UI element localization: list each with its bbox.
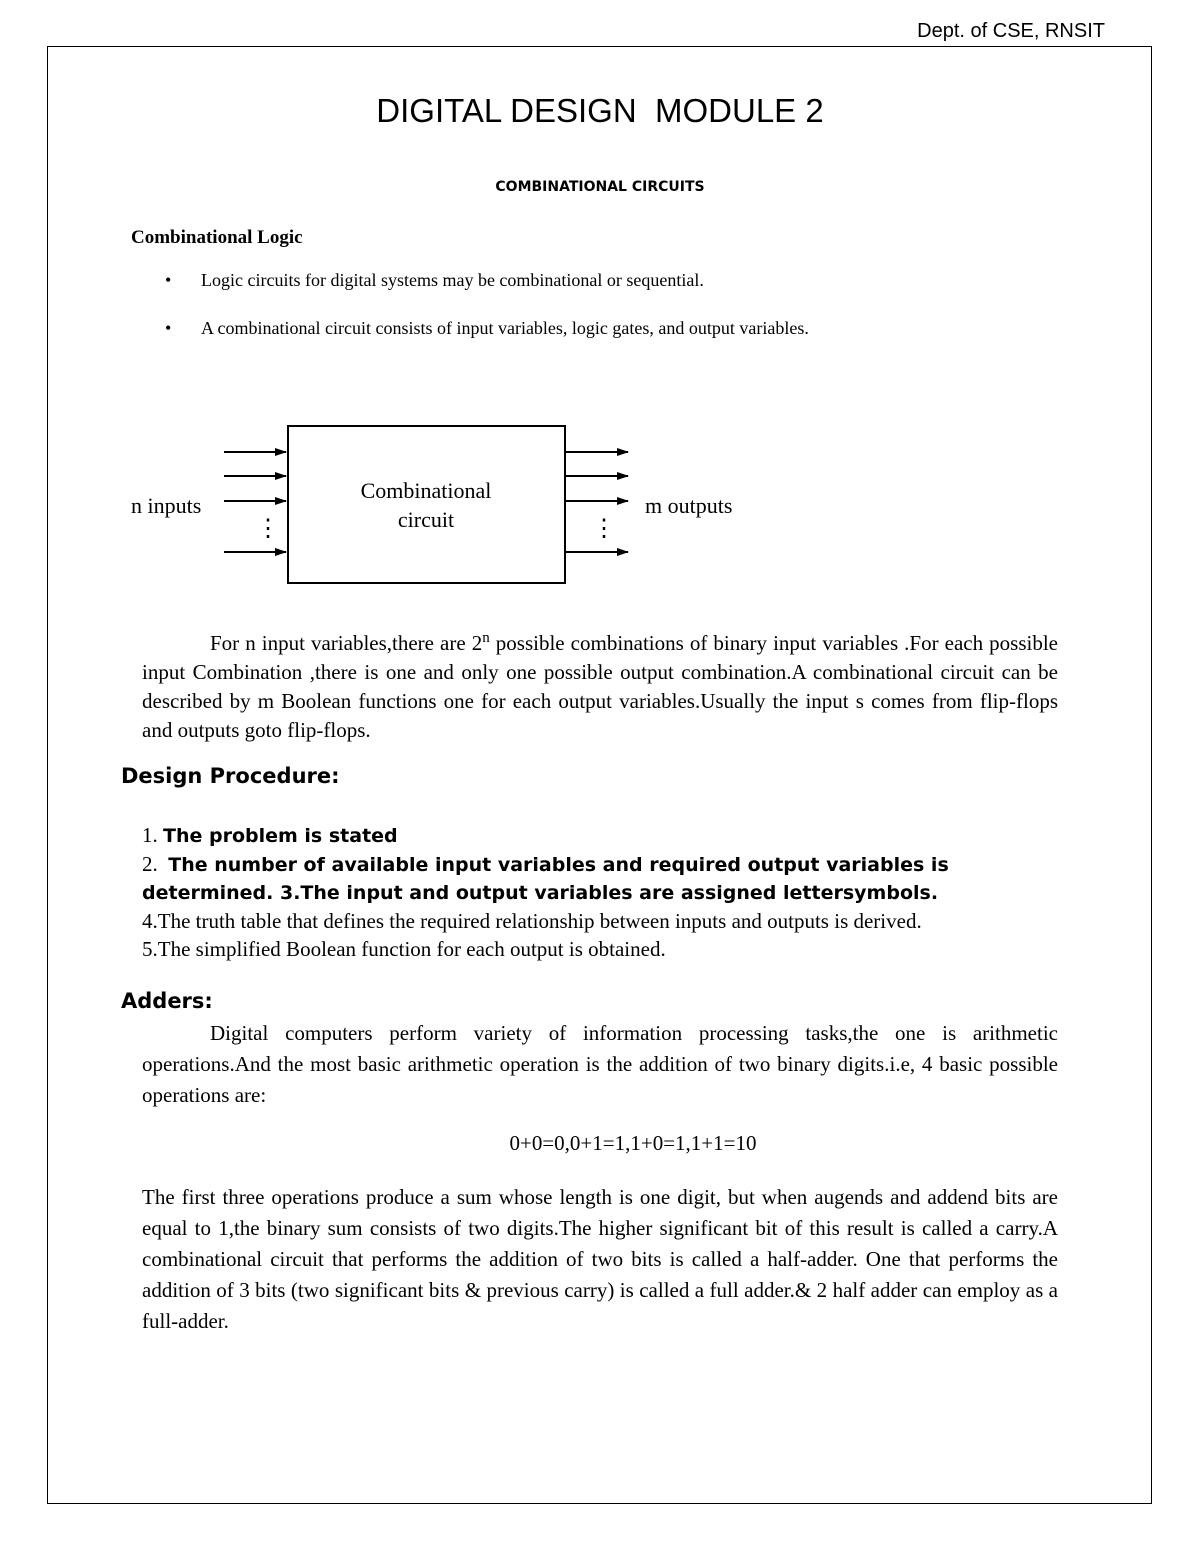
step-2 — [142, 850, 1072, 879]
combinational-circuit-diagram — [120, 418, 760, 593]
binary-addition-equation: 0+0=0,0+1=1,1+0=1,1+1=10 — [509, 1131, 757, 1155]
bullet-icon: • — [165, 318, 172, 338]
adders-heading: Adders: — [121, 989, 213, 1013]
step-2-number: 2. — [142, 852, 169, 876]
document-subtitle: COMBINATIONAL CIRCUITS — [495, 179, 705, 195]
document-title: DIGITAL DESIGN MODULE 2 — [376, 92, 824, 129]
design-procedure-heading: Design Procedure: — [121, 764, 340, 788]
intro-paragraph — [142, 624, 1058, 745]
circuit-box — [288, 426, 565, 583]
bullet-text: Logic circuits for digital systems may be combinational or sequential. — [201, 270, 704, 290]
intro-text-part1: For n input variables,there are 2 — [210, 631, 483, 655]
design-procedure-steps — [142, 821, 1072, 963]
combinational-logic-heading: Combinational Logic — [131, 227, 303, 248]
intro-text-part2: possible combinations of binary input variables .For each possible input Combination ,there is one and only one possible output combination.A combinational circuit can be described by m Boolean functions one for each output variables.Usually the input s comes from flip-flops and outputs goto flip-flops. — [142, 631, 1058, 742]
outputs-label: m outputs — [645, 493, 733, 518]
adders-paragraph-1-text: Digital computers perform variety of information processing tasks,the one is arithmetic operations.And the most basic arithmetic operation is the addition of two binary digits.i.e, 4 basic possible operations are: — [142, 1021, 1058, 1107]
step-4: 4.The truth table that defines the required relationship between inputs and outputs is derived. — [142, 909, 922, 933]
intro-superscript: n — [482, 630, 490, 646]
adders-paragraph-1 — [142, 1018, 1058, 1111]
output-dots: ⋮ — [592, 516, 616, 542]
step-2-text: The number of available input variables and required output variables is — [168, 854, 949, 876]
step-5: 5.The simplified Boolean function for each output is obtained. — [142, 937, 666, 961]
adders-paragraph-2: The first three operations produce a sum whose length is one digit, but when augends and addend bits are equal to 1,the binary sum consists of two digits.The higher significant bit of this result is called a carry.A combinational circuit that performs the addition of two bits is called a half-adder. One that performs the addition of 3 bits (two significant bits & previous carry) is called a full adder.& 2 half adder can employ as a full-adder. — [142, 1185, 1058, 1333]
bullet-text: A combinational circuit consists of input variables, logic gates, and output variables. — [201, 318, 809, 338]
box-label-line2: circuit — [397, 507, 455, 532]
input-dots: ⋮ — [256, 516, 280, 542]
step-1-number: 1. — [142, 823, 163, 847]
header-dept: Dept. of CSE, RNSIT — [917, 20, 1105, 42]
step-1 — [142, 821, 1072, 850]
inputs-label: n inputs — [131, 493, 202, 518]
step-1-text: The problem is stated — [163, 825, 398, 847]
bullet-icon: • — [165, 270, 172, 290]
box-label-line1: Combinational — [360, 478, 492, 503]
step-2-3-text: determined. 3.The input and output variables are assigned lettersymbols. — [142, 882, 939, 904]
